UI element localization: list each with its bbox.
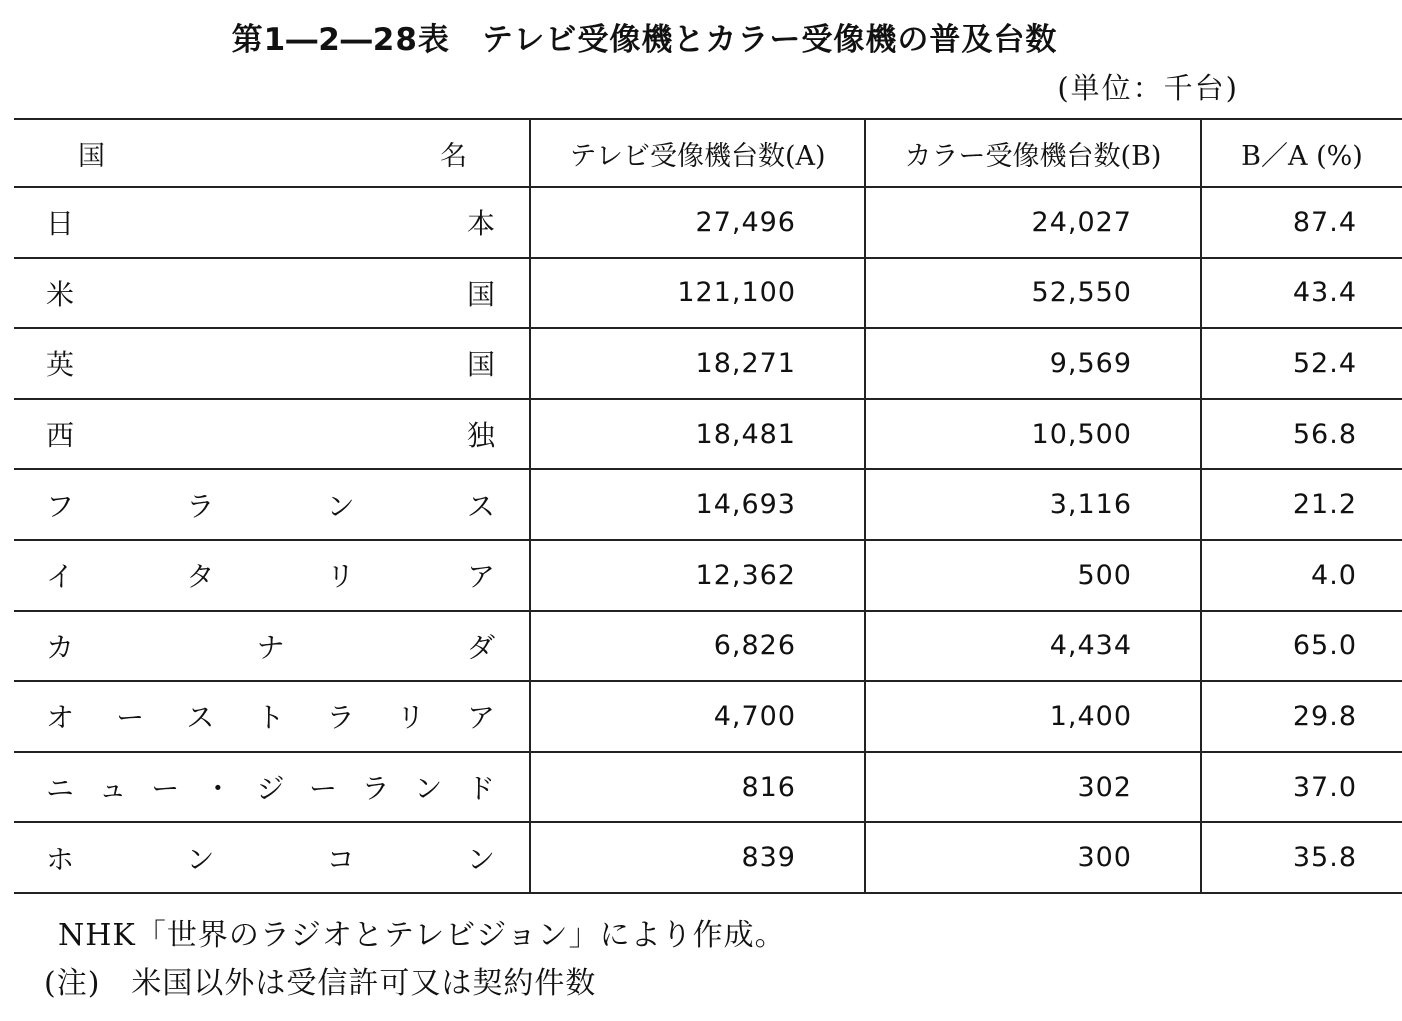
header-ratio: B／A (%) [1201, 119, 1402, 187]
table-row [14, 822, 1402, 893]
footnote: (注) 米国以外は受信許可又は契約件数 [44, 966, 597, 1001]
country-name: 米 国 [46, 277, 495, 311]
header-country [14, 119, 530, 187]
country-cell [14, 611, 530, 682]
ratio-cell: 65.0 [1201, 611, 1402, 682]
table-row [14, 399, 1402, 470]
header-tv-sets: テレビ受像機台数(A) [530, 119, 865, 187]
ratio-cell: 37.0 [1201, 752, 1402, 823]
table-title: 第1―2―28表 テレビ受像機とカラー受像機の普及台数 [231, 22, 1058, 58]
table-row [14, 258, 1402, 329]
country-cell [14, 328, 530, 399]
color-sets-cell: 4,434 [865, 611, 1201, 682]
table-body [14, 187, 1402, 893]
tv-sets-cell: 12,362 [530, 540, 865, 611]
color-sets-cell: 500 [865, 540, 1201, 611]
tv-sets-cell: 27,496 [530, 187, 865, 258]
table-row [14, 752, 1402, 823]
color-sets-cell: 24,027 [865, 187, 1201, 258]
tv-sets-cell: 839 [530, 822, 865, 893]
color-sets-cell: 10,500 [865, 399, 1201, 470]
color-sets-cell: 9,569 [865, 328, 1201, 399]
country-name: カ ナ ダ [46, 630, 495, 664]
country-cell [14, 822, 530, 893]
country-name: 日 本 [46, 207, 495, 241]
tv-sets-cell: 121,100 [530, 258, 865, 329]
ratio-cell: 56.8 [1201, 399, 1402, 470]
table-row [14, 328, 1402, 399]
table-row [14, 187, 1402, 258]
color-sets-cell: 302 [865, 752, 1201, 823]
unit-label: (単位：千台) [1057, 71, 1239, 105]
color-sets-cell: 300 [865, 822, 1201, 893]
ratio-cell: 52.4 [1201, 328, 1402, 399]
ratio-cell: 35.8 [1201, 822, 1402, 893]
header-country-label: 国 名 [78, 140, 467, 172]
table-row [14, 469, 1402, 540]
country-cell [14, 399, 530, 470]
country-name: 英 国 [46, 348, 495, 382]
ratio-cell: 87.4 [1201, 187, 1402, 258]
tv-sets-cell: 816 [530, 752, 865, 823]
country-cell [14, 258, 530, 329]
source-note: NHK「世界のラジオとテレビジョン」により作成。 [58, 918, 786, 953]
country-cell [14, 469, 530, 540]
tv-sets-cell: 14,693 [530, 469, 865, 540]
tv-sets-cell: 18,271 [530, 328, 865, 399]
tv-sets-cell: 6,826 [530, 611, 865, 682]
color-sets-cell: 52,550 [865, 258, 1201, 329]
tv-sets-cell: 18,481 [530, 399, 865, 470]
color-sets-cell: 1,400 [865, 681, 1201, 752]
header-row [14, 119, 1402, 187]
country-name: 西 独 [46, 419, 495, 453]
country-name: イ タ リ ア [46, 560, 495, 594]
country-name: ホ ン コ ン [46, 842, 495, 876]
tv-sets-cell: 4,700 [530, 681, 865, 752]
color-sets-cell: 3,116 [865, 469, 1201, 540]
country-name: オ ー ス ト ラ リ ア [46, 701, 495, 735]
country-name: フ ラ ン ス [46, 489, 495, 523]
header-color-sets: カラー受像機台数(B) [865, 119, 1201, 187]
ratio-cell: 21.2 [1201, 469, 1402, 540]
country-cell [14, 187, 530, 258]
country-cell [14, 681, 530, 752]
table-row [14, 540, 1402, 611]
table-row [14, 681, 1402, 752]
ratio-cell: 43.4 [1201, 258, 1402, 329]
ratio-cell: 29.8 [1201, 681, 1402, 752]
ratio-cell: 4.0 [1201, 540, 1402, 611]
table-row [14, 611, 1402, 682]
country-cell [14, 540, 530, 611]
country-cell [14, 752, 530, 823]
data-table [14, 118, 1402, 894]
country-name: ニ ュ ー ・ ジ ー ラ ン ド [46, 772, 495, 806]
